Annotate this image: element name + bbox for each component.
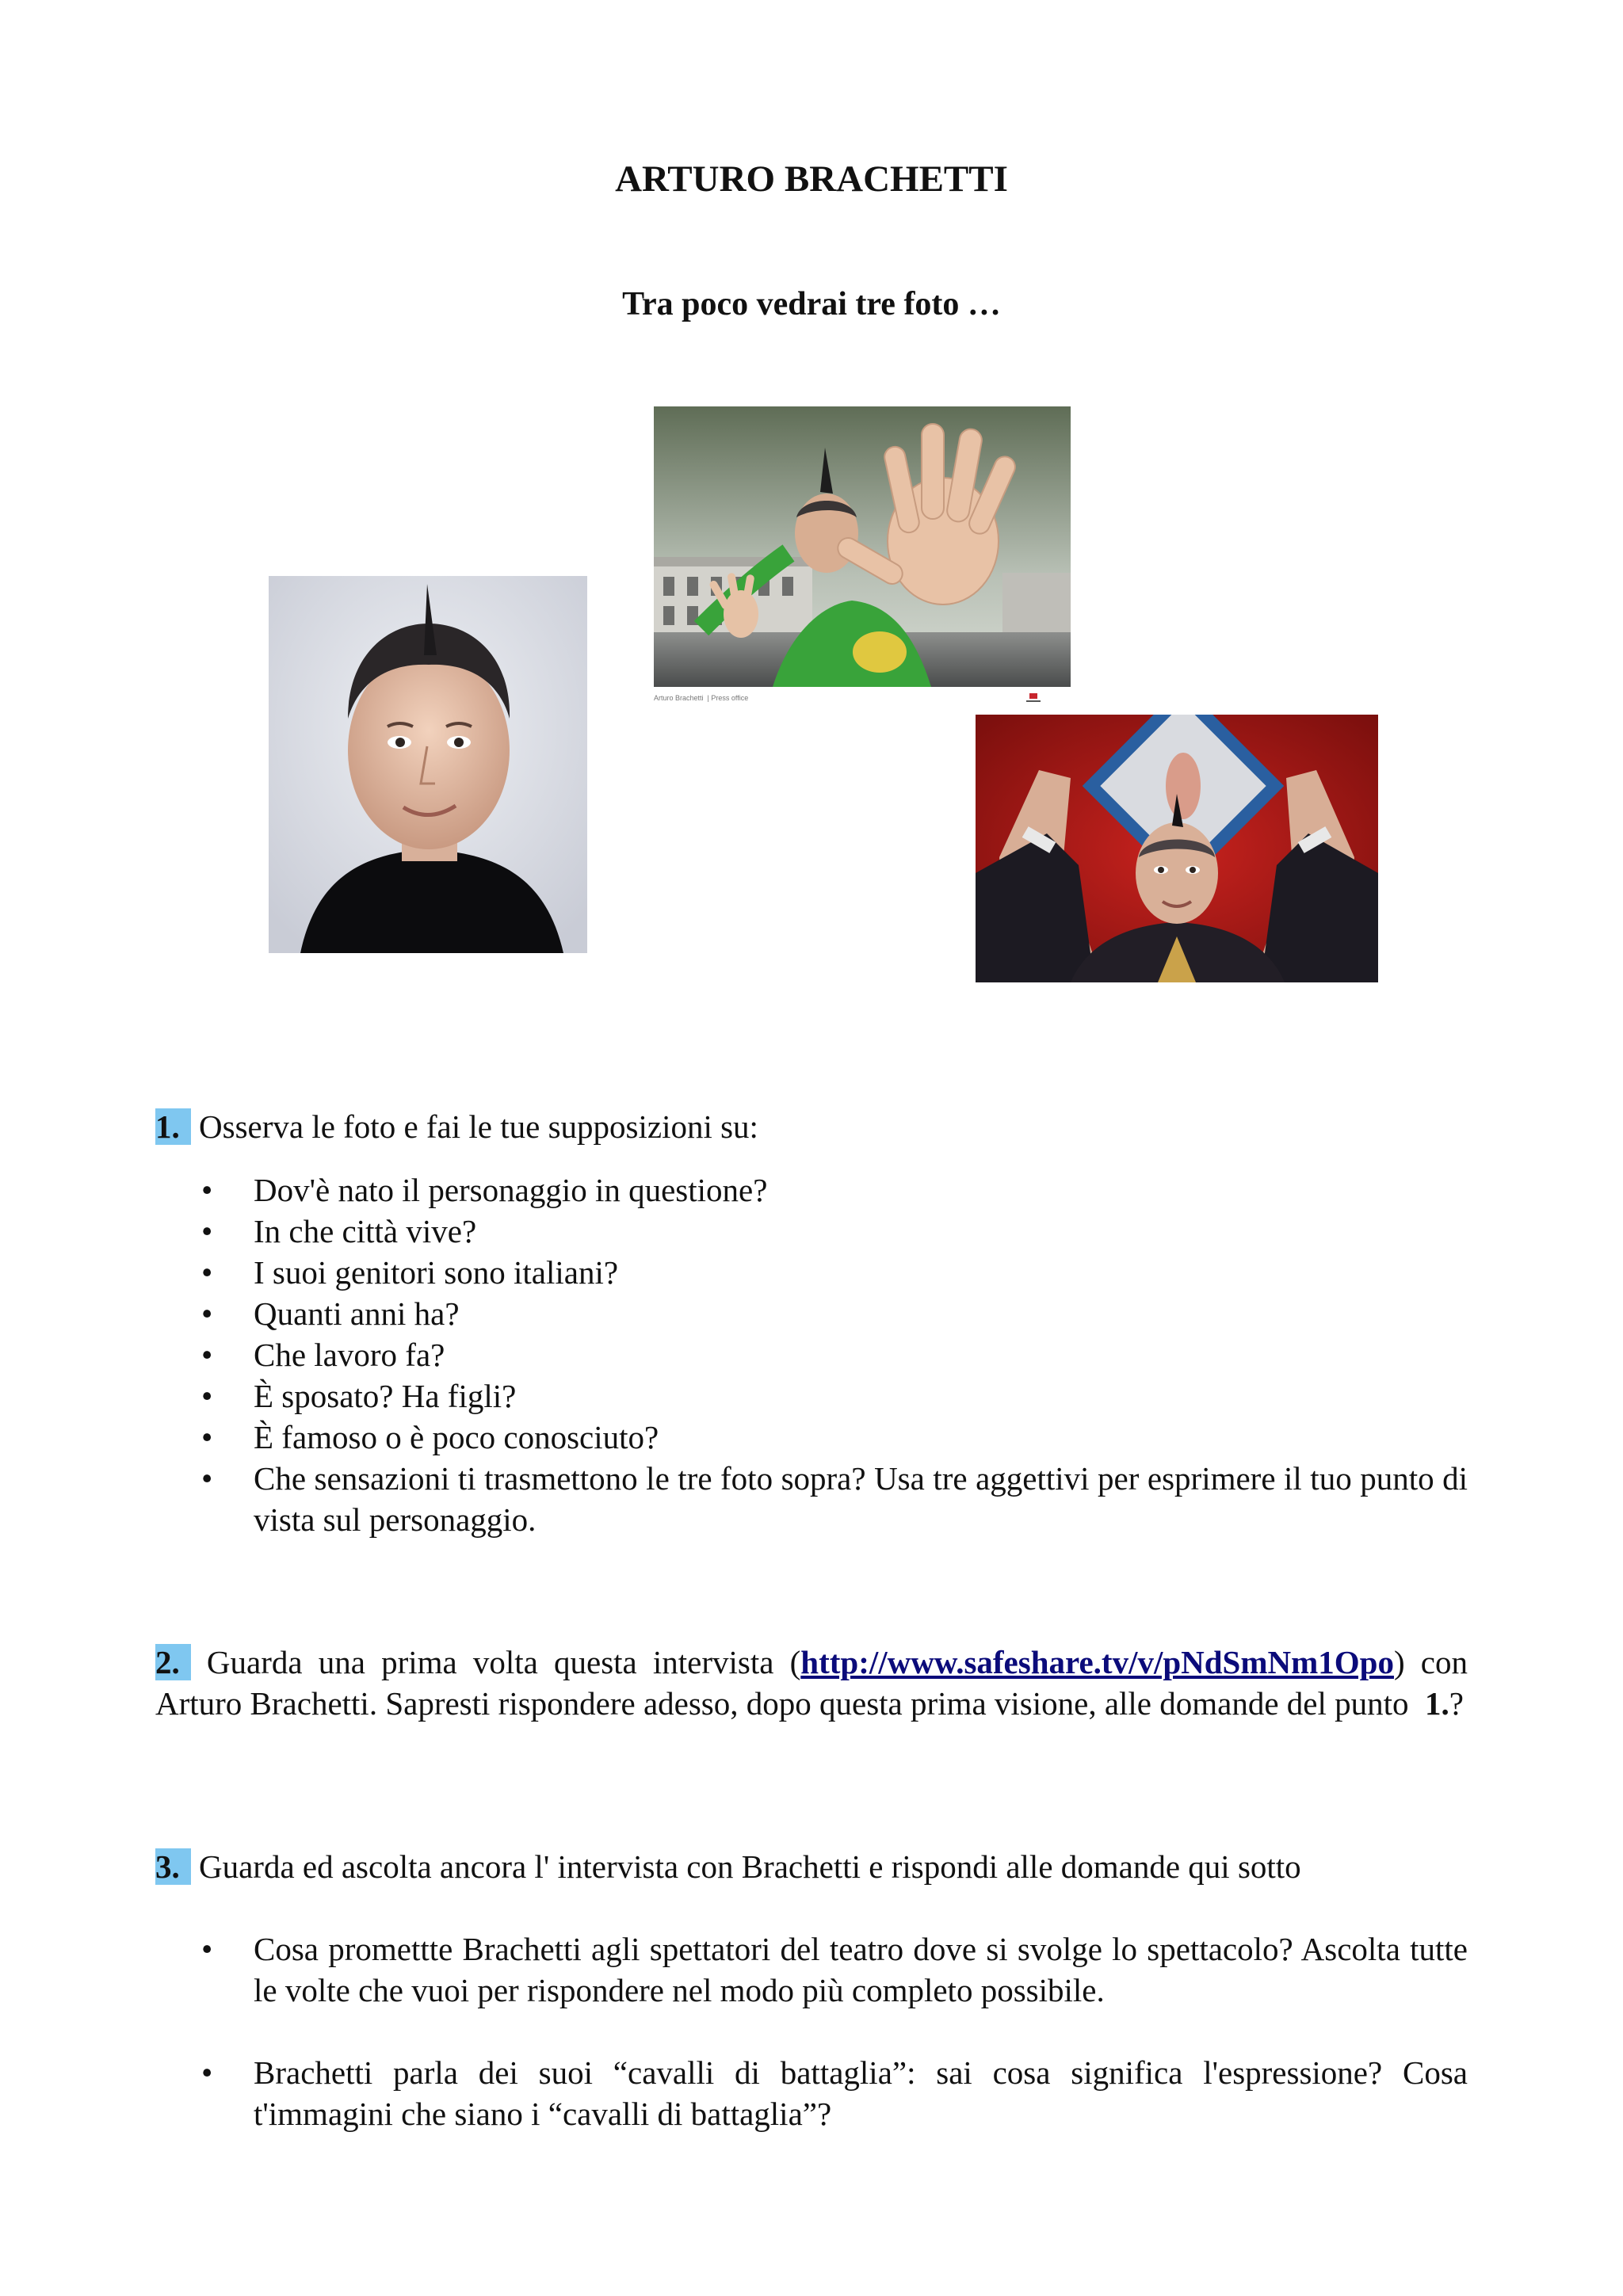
section1-number: 1. xyxy=(155,1108,191,1145)
section3-number: 3. xyxy=(155,1848,191,1885)
list-item: • Che lavoro fa? xyxy=(201,1337,445,1373)
page-subtitle: Tra poco vedrai tre foto … xyxy=(622,286,1001,322)
section3-heading xyxy=(155,1846,1468,1887)
photo-caption xyxy=(654,692,1071,707)
photo-red-card xyxy=(976,715,1378,982)
photo-outdoor-hand xyxy=(654,406,1071,687)
section1-heading xyxy=(155,1106,1468,1147)
list-item: • I suoi genitori sono italiani? xyxy=(201,1254,619,1291)
interview-link[interactable]: http://www.safeshare.tv/v/pNdSmNm1Opo xyxy=(800,1644,1394,1680)
section1-list xyxy=(155,1169,1468,1540)
section2-number: 2. xyxy=(155,1644,191,1680)
section3-text: Guarda ed ascolta ancora l' intervista con Brachetti e rispondi alle domande qui sotto xyxy=(199,1848,1301,1885)
list-item: • Cosa promettte Brachetti agli spettatori del teatro dove si svolge lo spettacolo? Ascolta tutte le volte che vuoi per rispondere nel modo più completo possibile. xyxy=(201,1931,1468,2008)
photo-portrait xyxy=(269,576,587,953)
list-item: • È sposato? Ha figli? xyxy=(201,1378,517,1414)
section2-paragraph: 2. Guarda una prima volta questa intervista (http://www.safeshare.tv/v/pNdSmNm1Opo) con Arturo Brachetti. Sapresti rispondere adesso, dopo questa prima visione, alle domande del punto 1.? xyxy=(155,1644,1468,1722)
section1-text: Osserva le foto e fai le tue supposizioni su: xyxy=(199,1108,758,1145)
list-item: • Brachetti parla dei suoi “cavalli di battaglia”: sai cosa significa l'espressione? Cosa t'immagini che siano i “cavalli di battaglia”? xyxy=(201,2054,1468,2132)
page-title: ARTURO BRACHETTI xyxy=(615,158,1008,200)
list-item: • È famoso o è poco conosciuto? xyxy=(201,1419,659,1455)
list-item: • Dov'è nato il personaggio in questione? xyxy=(201,1172,768,1208)
list-item: • Che sensazioni ti trasmettono le tre foto sopra? Usa tre aggettivi per esprimere il tuo punto di vista sul personaggio. xyxy=(201,1460,1468,1538)
list-item: • Quanti anni ha? xyxy=(201,1295,460,1332)
list-item: • In che città vive? xyxy=(201,1213,477,1249)
press-logo-icon xyxy=(1025,692,1042,704)
photo-caption-text: Arturo Brachetti | Press office xyxy=(654,694,749,702)
section3-list xyxy=(155,1928,1468,2134)
